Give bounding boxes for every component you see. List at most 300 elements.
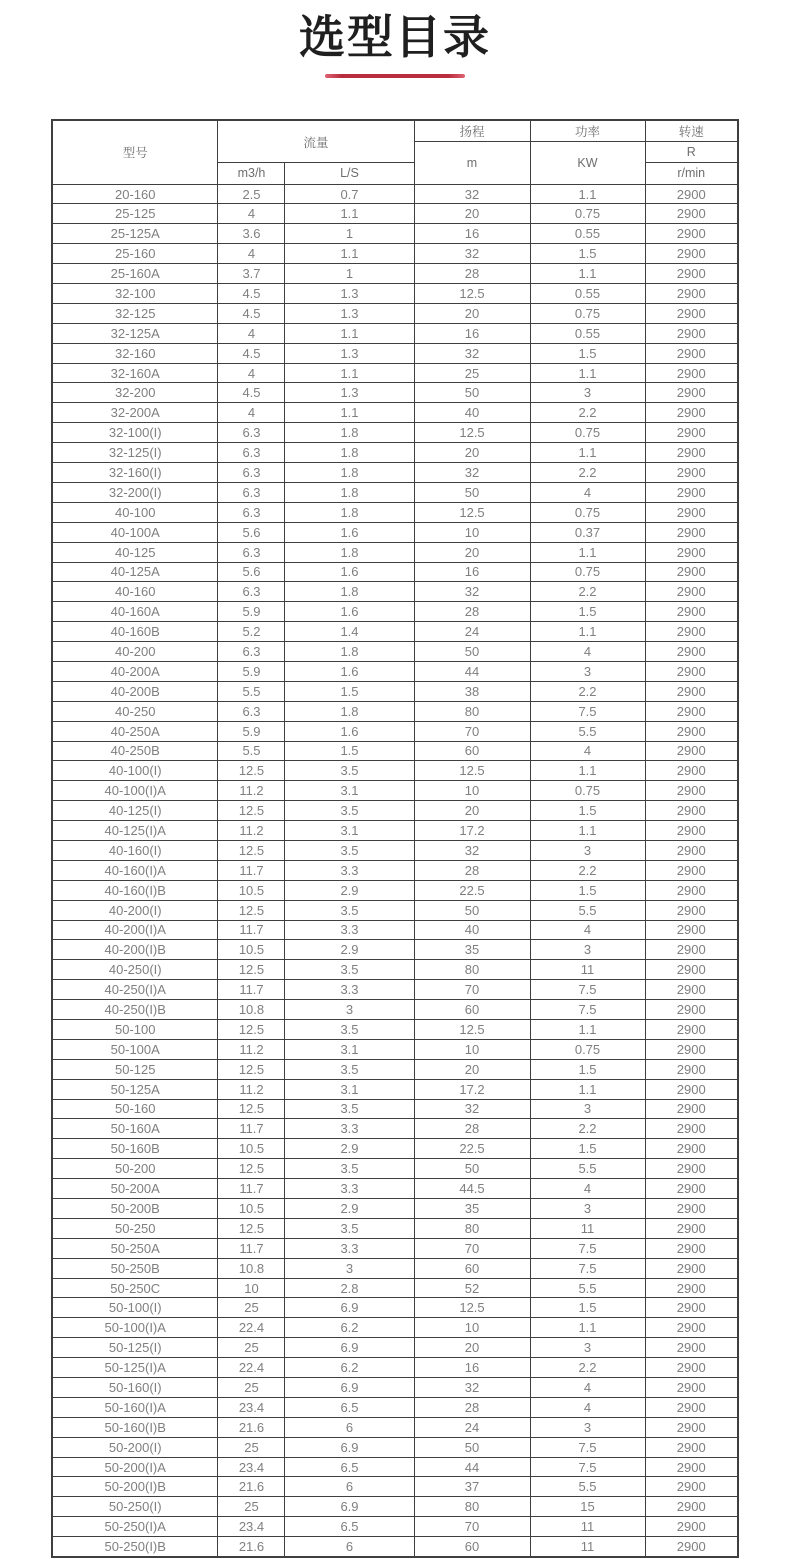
- table-cell: 50: [414, 900, 530, 920]
- table-cell: 3.3: [285, 1238, 414, 1258]
- table-cell: 5.5: [530, 1159, 645, 1179]
- table-cell: 0.75: [530, 562, 645, 582]
- table-cell: 12.5: [218, 801, 285, 821]
- table-cell: 6.3: [218, 443, 285, 463]
- table-cell: 4.5: [218, 383, 285, 403]
- table-cell: 20: [414, 204, 530, 224]
- table-cell: 2900: [645, 1397, 738, 1417]
- table-cell: 1.8: [285, 423, 414, 443]
- table-row: [52, 741, 738, 761]
- table-cell: 4.5: [218, 284, 285, 304]
- table-cell: 12.5: [218, 1159, 285, 1179]
- table-row: [52, 1099, 738, 1119]
- table-cell: 40: [414, 920, 530, 940]
- table-cell: 25-160A: [52, 264, 218, 284]
- table-cell: 1.1: [285, 204, 414, 224]
- table-cell: 50-160(I)B: [52, 1417, 218, 1437]
- table-cell: 6.9: [285, 1497, 414, 1517]
- table-row: [52, 1199, 738, 1219]
- table-cell: 2900: [645, 781, 738, 801]
- table-cell: 4.5: [218, 303, 285, 323]
- table-cell: 1.5: [530, 244, 645, 264]
- table-cell: 1.8: [285, 701, 414, 721]
- table-cell: 10.5: [218, 1139, 285, 1159]
- table-cell: 50-250(I)A: [52, 1517, 218, 1537]
- table-cell: 1.5: [530, 343, 645, 363]
- header-flow-unit-ls: L/S: [285, 163, 414, 184]
- table-cell: 1.5: [530, 1298, 645, 1318]
- table-cell: 40-160(I)B: [52, 880, 218, 900]
- table-cell: 11.7: [218, 980, 285, 1000]
- table-cell: 10.5: [218, 940, 285, 960]
- table-cell: 24: [414, 622, 530, 642]
- table-cell: 40-100(I)A: [52, 781, 218, 801]
- table-cell: 2900: [645, 801, 738, 821]
- table-cell: 4: [530, 1179, 645, 1199]
- table-cell: 50-200A: [52, 1179, 218, 1199]
- table-cell: 7.5: [530, 1000, 645, 1020]
- table-row: [52, 363, 738, 383]
- table-cell: 2900: [645, 522, 738, 542]
- table-cell: 1.5: [530, 801, 645, 821]
- table-cell: 44: [414, 1457, 530, 1477]
- table-cell: 20: [414, 303, 530, 323]
- table-row: [52, 1397, 738, 1417]
- table-cell: 2.2: [530, 1119, 645, 1139]
- table-row: [52, 1258, 738, 1278]
- table-cell: 2900: [645, 980, 738, 1000]
- table-cell: 5.5: [530, 1477, 645, 1497]
- table-row: [52, 1457, 738, 1477]
- table-cell: 1.1: [285, 244, 414, 264]
- table-cell: 12.5: [414, 1298, 530, 1318]
- table-cell: 28: [414, 1119, 530, 1139]
- table-cell: 2900: [645, 622, 738, 642]
- table-cell: 25: [218, 1378, 285, 1398]
- table-header: [52, 120, 738, 184]
- table-cell: 11.2: [218, 1079, 285, 1099]
- table-cell: 11.7: [218, 920, 285, 940]
- table-cell: 4: [218, 204, 285, 224]
- table-cell: 25-125: [52, 204, 218, 224]
- table-cell: 32-200(I): [52, 482, 218, 502]
- table-row: [52, 1417, 738, 1437]
- table-cell: 50-200(I)A: [52, 1457, 218, 1477]
- table-cell: 11.7: [218, 1238, 285, 1258]
- table-cell: 1.6: [285, 602, 414, 622]
- table-cell: 3.1: [285, 781, 414, 801]
- table-cell: 7.5: [530, 1238, 645, 1258]
- table-row: [52, 761, 738, 781]
- table-cell: 2900: [645, 721, 738, 741]
- table-cell: 0.7: [285, 184, 414, 204]
- table-cell: 2900: [645, 303, 738, 323]
- table-cell: 4: [218, 244, 285, 264]
- table-cell: 16: [414, 323, 530, 343]
- table-row: [52, 1298, 738, 1318]
- table-cell: 2900: [645, 383, 738, 403]
- table-cell: 2900: [645, 323, 738, 343]
- table-cell: 3.5: [285, 1159, 414, 1179]
- table-body: [52, 184, 738, 1556]
- table-cell: 3: [285, 1258, 414, 1278]
- table-cell: 2.8: [285, 1278, 414, 1298]
- pump-selection-table: [51, 119, 739, 1557]
- table-cell: 5.5: [530, 721, 645, 741]
- table-cell: 25: [218, 1298, 285, 1318]
- table-cell: 40-200(I)A: [52, 920, 218, 940]
- table-cell: 50-250C: [52, 1278, 218, 1298]
- table-cell: 10.5: [218, 880, 285, 900]
- table-cell: 22.4: [218, 1318, 285, 1338]
- table-row: [52, 443, 738, 463]
- table-cell: 6.9: [285, 1378, 414, 1398]
- table-cell: 11.7: [218, 1179, 285, 1199]
- table-cell: 2900: [645, 363, 738, 383]
- table-cell: 60: [414, 1000, 530, 1020]
- table-cell: 50: [414, 1437, 530, 1457]
- table-cell: 0.75: [530, 204, 645, 224]
- table-cell: 1.5: [530, 602, 645, 622]
- table-row: [52, 920, 738, 940]
- table-cell: 16: [414, 224, 530, 244]
- table-cell: 4: [530, 642, 645, 662]
- table-cell: 3.3: [285, 1119, 414, 1139]
- table-cell: 6.5: [285, 1397, 414, 1417]
- table-cell: 4: [530, 1397, 645, 1417]
- table-cell: 0.75: [530, 502, 645, 522]
- table-cell: 12.5: [414, 284, 530, 304]
- table-cell: 5.6: [218, 522, 285, 542]
- table-cell: 2900: [645, 1258, 738, 1278]
- table-cell: 3: [530, 840, 645, 860]
- table-cell: 6.5: [285, 1457, 414, 1477]
- table-cell: 32-160(I): [52, 463, 218, 483]
- table-cell: 11: [530, 1537, 645, 1557]
- table-cell: 50-200(I): [52, 1437, 218, 1457]
- table-cell: 3.5: [285, 1059, 414, 1079]
- table-cell: 70: [414, 1517, 530, 1537]
- table-cell: 5.9: [218, 721, 285, 741]
- table-cell: 50-100(I): [52, 1298, 218, 1318]
- table-cell: 50-160B: [52, 1139, 218, 1159]
- table-cell: 2900: [645, 244, 738, 264]
- table-cell: 10: [414, 522, 530, 542]
- table-cell: 2900: [645, 1517, 738, 1537]
- table-row: [52, 1358, 738, 1378]
- table-cell: 3.5: [285, 840, 414, 860]
- table-cell: 2900: [645, 204, 738, 224]
- table-cell: 40-100A: [52, 522, 218, 542]
- table-cell: 32: [414, 184, 530, 204]
- table-cell: 37: [414, 1477, 530, 1497]
- table-cell: 0.55: [530, 284, 645, 304]
- table-cell: 2900: [645, 960, 738, 980]
- table-cell: 3: [530, 1417, 645, 1437]
- table-cell: 32-125(I): [52, 443, 218, 463]
- table-cell: 40-250: [52, 701, 218, 721]
- table-cell: 12.5: [218, 1019, 285, 1039]
- table-cell: 1.8: [285, 642, 414, 662]
- table-cell: 40-160A: [52, 602, 218, 622]
- table-cell: 40-160: [52, 582, 218, 602]
- table-cell: 6.2: [285, 1318, 414, 1338]
- table-cell: 6.5: [285, 1517, 414, 1537]
- table-cell: 5.5: [530, 900, 645, 920]
- table-row: [52, 284, 738, 304]
- table-row: [52, 701, 738, 721]
- table-cell: 2900: [645, 1039, 738, 1059]
- table-cell: 0.75: [530, 423, 645, 443]
- table-row: [52, 880, 738, 900]
- table-row: [52, 1039, 738, 1059]
- table-cell: 12.5: [218, 1099, 285, 1119]
- table-cell: 11: [530, 960, 645, 980]
- table-cell: 2900: [645, 1000, 738, 1020]
- table-cell: 40-160B: [52, 622, 218, 642]
- header-speed-unit-bottom: r/min: [645, 163, 738, 184]
- table-cell: 3.6: [218, 224, 285, 244]
- table-cell: 2.5: [218, 184, 285, 204]
- header-model: 型号: [52, 120, 218, 184]
- table-cell: 1.1: [530, 622, 645, 642]
- table-cell: 2900: [645, 463, 738, 483]
- table-row: [52, 463, 738, 483]
- table-cell: 2900: [645, 1099, 738, 1119]
- table-cell: 3.3: [285, 860, 414, 880]
- table-row: [52, 562, 738, 582]
- table-cell: 28: [414, 602, 530, 622]
- table-cell: 2900: [645, 1497, 738, 1517]
- table-cell: 70: [414, 721, 530, 741]
- table-cell: 52: [414, 1278, 530, 1298]
- table-cell: 4: [530, 482, 645, 502]
- table-cell: 6: [285, 1537, 414, 1557]
- table-cell: 1.5: [530, 1139, 645, 1159]
- table-cell: 2.2: [530, 582, 645, 602]
- table-cell: 50: [414, 482, 530, 502]
- table-row: [52, 721, 738, 741]
- table-row: [52, 1000, 738, 1020]
- table-cell: 50-160: [52, 1099, 218, 1119]
- table-cell: 2900: [645, 1358, 738, 1378]
- table-row: [52, 801, 738, 821]
- table-cell: 2900: [645, 840, 738, 860]
- table-cell: 40-200(I)B: [52, 940, 218, 960]
- table-cell: 6.9: [285, 1437, 414, 1457]
- table-row: [52, 522, 738, 542]
- table-cell: 1.1: [530, 1079, 645, 1099]
- table-cell: 1.1: [530, 1318, 645, 1338]
- table-row: [52, 1179, 738, 1199]
- table-cell: 12.5: [414, 502, 530, 522]
- table-cell: 2900: [645, 1437, 738, 1457]
- table-cell: 2900: [645, 1378, 738, 1398]
- table-cell: 1.3: [285, 343, 414, 363]
- table-cell: 2900: [645, 443, 738, 463]
- table-cell: 7.5: [530, 701, 645, 721]
- table-row: [52, 1119, 738, 1139]
- table-cell: 2900: [645, 403, 738, 423]
- table-cell: 50-100A: [52, 1039, 218, 1059]
- table-cell: 6: [285, 1477, 414, 1497]
- table-cell: 12.5: [218, 840, 285, 860]
- header-flow-unit-m3h: m3/h: [218, 163, 285, 184]
- table-cell: 6.3: [218, 542, 285, 562]
- table-cell: 20: [414, 542, 530, 562]
- table-cell: 3.5: [285, 900, 414, 920]
- table-cell: 3.5: [285, 761, 414, 781]
- table-cell: 50-125: [52, 1059, 218, 1079]
- table-cell: 50-100(I)A: [52, 1318, 218, 1338]
- table-cell: 3: [530, 1338, 645, 1358]
- table-cell: 6.2: [285, 1358, 414, 1378]
- table-cell: 32: [414, 244, 530, 264]
- table-cell: 1.1: [285, 323, 414, 343]
- table-cell: 24: [414, 1417, 530, 1437]
- table-cell: 3.1: [285, 1079, 414, 1099]
- table-cell: 1.3: [285, 383, 414, 403]
- table-cell: 1.1: [285, 363, 414, 383]
- table-cell: 7.5: [530, 1457, 645, 1477]
- table-cell: 50-125A: [52, 1079, 218, 1099]
- table-row: [52, 960, 738, 980]
- table-cell: 2900: [645, 542, 738, 562]
- table-cell: 10: [218, 1278, 285, 1298]
- table-cell: 4: [218, 323, 285, 343]
- table-row: [52, 542, 738, 562]
- table-row: [52, 383, 738, 403]
- table-cell: 11.2: [218, 1039, 285, 1059]
- table-cell: 3: [530, 1099, 645, 1119]
- table-cell: 6.3: [218, 502, 285, 522]
- table-cell: 3.5: [285, 801, 414, 821]
- table-cell: 2900: [645, 343, 738, 363]
- table-cell: 40-125(I): [52, 801, 218, 821]
- table-cell: 32-125: [52, 303, 218, 323]
- table-cell: 80: [414, 701, 530, 721]
- table-cell: 6.3: [218, 482, 285, 502]
- table-cell: 32-160A: [52, 363, 218, 383]
- table-cell: 12.5: [414, 761, 530, 781]
- table-cell: 32-160: [52, 343, 218, 363]
- table-cell: 1.1: [530, 761, 645, 781]
- table-cell: 2900: [645, 642, 738, 662]
- table-row: [52, 323, 738, 343]
- table-cell: 17.2: [414, 1079, 530, 1099]
- table-cell: 11.7: [218, 860, 285, 880]
- table-cell: 7.5: [530, 1258, 645, 1278]
- table-cell: 20: [414, 443, 530, 463]
- table-cell: 2900: [645, 920, 738, 940]
- table-cell: 32-200: [52, 383, 218, 403]
- table-cell: 80: [414, 960, 530, 980]
- table-cell: 1.8: [285, 463, 414, 483]
- table-row: [52, 1278, 738, 1298]
- table-row: [52, 1079, 738, 1099]
- table-cell: 2900: [645, 284, 738, 304]
- table-cell: 32-200A: [52, 403, 218, 423]
- table-row: [52, 602, 738, 622]
- table-cell: 1.1: [530, 542, 645, 562]
- table-cell: 2900: [645, 602, 738, 622]
- table-row: [52, 482, 738, 502]
- table-cell: 0.55: [530, 224, 645, 244]
- table-cell: 32-100: [52, 284, 218, 304]
- header-head-unit: m: [414, 141, 530, 184]
- table-cell: 2900: [645, 1298, 738, 1318]
- table-row: [52, 224, 738, 244]
- table-row: [52, 642, 738, 662]
- table-cell: 1.1: [530, 821, 645, 841]
- table-cell: 12.5: [218, 900, 285, 920]
- table-cell: 40: [414, 403, 530, 423]
- table-row: [52, 821, 738, 841]
- table-row: [52, 343, 738, 363]
- table-cell: 20: [414, 1059, 530, 1079]
- table-cell: 11.7: [218, 1119, 285, 1139]
- table-cell: 2900: [645, 1417, 738, 1437]
- table-cell: 2900: [645, 821, 738, 841]
- table-row: [52, 1497, 738, 1517]
- table-cell: 40-200B: [52, 681, 218, 701]
- table-cell: 4: [530, 1378, 645, 1398]
- table-cell: 1.1: [285, 403, 414, 423]
- table-cell: 1.8: [285, 502, 414, 522]
- table-row: [52, 1537, 738, 1557]
- table-cell: 40-125: [52, 542, 218, 562]
- table-cell: 4: [218, 363, 285, 383]
- table-cell: 16: [414, 562, 530, 582]
- table-cell: 50-125(I): [52, 1338, 218, 1358]
- table-cell: 2900: [645, 502, 738, 522]
- table-cell: 10: [414, 1039, 530, 1059]
- table-cell: 10.5: [218, 1199, 285, 1219]
- table-cell: 4: [530, 741, 645, 761]
- table-cell: 2900: [645, 1218, 738, 1238]
- table-row: [52, 184, 738, 204]
- table-cell: 40-250(I): [52, 960, 218, 980]
- table-cell: 70: [414, 980, 530, 1000]
- table-cell: 11: [530, 1218, 645, 1238]
- header-head: 扬程: [414, 120, 530, 141]
- table-cell: 50-200B: [52, 1199, 218, 1219]
- table-cell: 25: [414, 363, 530, 383]
- table-cell: 40-200(I): [52, 900, 218, 920]
- table-cell: 2900: [645, 741, 738, 761]
- table-cell: 4.5: [218, 343, 285, 363]
- table-cell: 12.5: [218, 1218, 285, 1238]
- table-row: [52, 1477, 738, 1497]
- table-cell: 60: [414, 1537, 530, 1557]
- table-cell: 2900: [645, 900, 738, 920]
- table-cell: 80: [414, 1497, 530, 1517]
- table-cell: 3.3: [285, 920, 414, 940]
- table-cell: 10: [414, 1318, 530, 1338]
- header-speed: 转速: [645, 120, 738, 141]
- table-cell: 10.8: [218, 1000, 285, 1020]
- table-cell: 7.5: [530, 980, 645, 1000]
- table-cell: 40-125A: [52, 562, 218, 582]
- table-cell: 32: [414, 463, 530, 483]
- table-cell: 1.6: [285, 661, 414, 681]
- table-cell: 40-200: [52, 642, 218, 662]
- table-cell: 2900: [645, 264, 738, 284]
- table-cell: 80: [414, 1218, 530, 1238]
- table-cell: 2900: [645, 1199, 738, 1219]
- table-row: [52, 1218, 738, 1238]
- table-cell: 17.2: [414, 821, 530, 841]
